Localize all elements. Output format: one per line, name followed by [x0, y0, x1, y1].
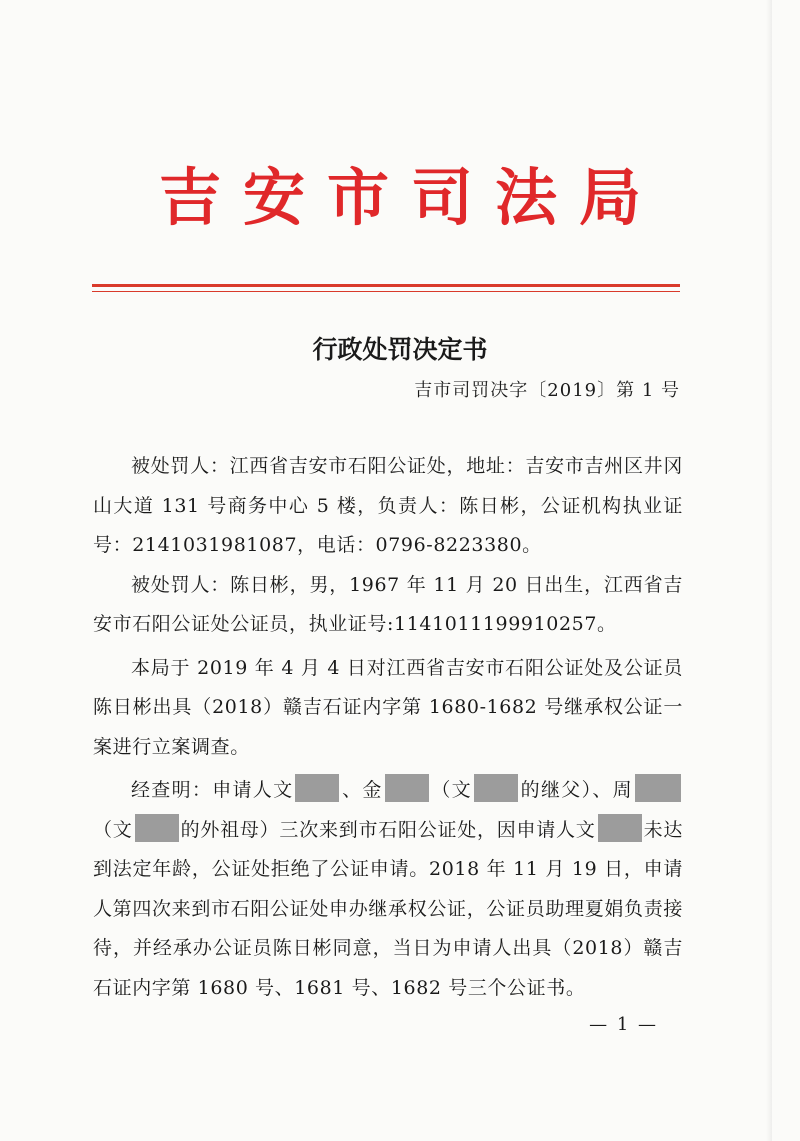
redaction-block	[635, 774, 681, 802]
document-number: 吉市司罚决字〔2019〕第 1 号	[414, 380, 680, 401]
redaction-block	[385, 774, 429, 802]
header-red-rule-thin	[92, 291, 680, 292]
document-title: 行政处罚决定书	[312, 335, 488, 364]
redaction-block	[474, 774, 518, 802]
paragraph-party-individual: 被处罚人：陈日彬，男，1967 年 11 月 20 日出生，江西省吉安市石阳公证处公证员，执业证号:1141011199910257。	[93, 573, 683, 635]
document-body	[93, 447, 683, 1008]
paragraph-case-filing: 本局于 2019 年 4 月 4 日对江西省吉安市石阳公证处及公证员陈日彬出具（2018）赣吉石证内字第 1680-1682 号继承权公证一案进行立案调查。	[93, 656, 683, 758]
redaction-block	[598, 814, 642, 842]
findings-text-2: 、金	[341, 779, 383, 801]
findings-text-3: （文	[430, 779, 472, 801]
findings-text-1: 经查明：申请人文	[131, 779, 294, 801]
paragraph-findings	[93, 771, 683, 1008]
issuing-agency-title: 吉安市司法局	[158, 161, 663, 234]
findings-text-4: 的继父）、周	[519, 779, 633, 801]
page-number: — 1 —	[589, 1014, 658, 1035]
findings-text-7: 未达到法定年龄，公证处拒绝了公证申请。2018 年 11 月 19 日，申请人第四次来到市石阳公证处申办继承权公证，公证员助理夏娟负责接待，并经承办公证员陈日彬同意，当日为申请人出具（2018）赣吉石证内字第 1680 号、1681 号、1682 号三个公证书。	[93, 818, 684, 999]
redaction-block	[295, 774, 339, 802]
redaction-block	[135, 814, 179, 842]
paragraph-party-organization: 被处罚人：江西省吉安市石阳公证处，地址：吉安市吉州区井冈山大道 131 号商务中心 5 楼，负责人：陈日彬，公证机构执业证号：2141031981087，电话：0796-8223380。	[93, 455, 683, 556]
header-red-rule-thick	[92, 284, 680, 287]
findings-text-6: 的外祖母）三次来到市石阳公证处，因申请人文	[180, 818, 596, 841]
findings-text-5: （文	[93, 818, 133, 841]
